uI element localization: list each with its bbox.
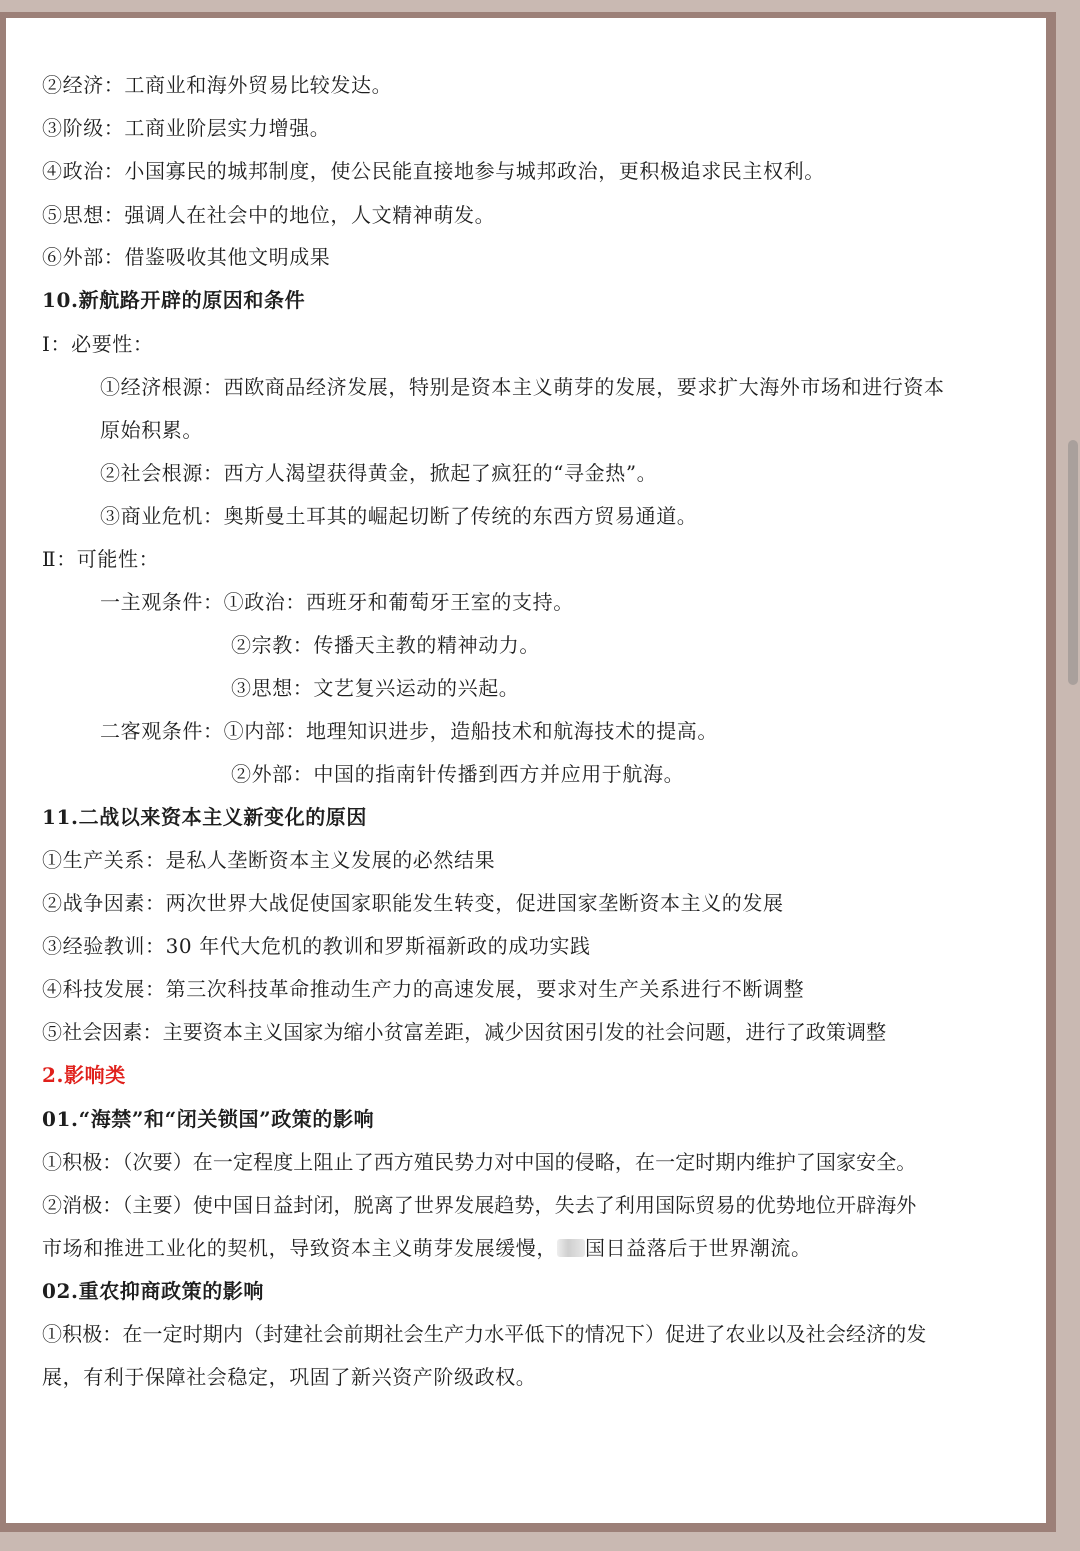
text-line: ②外部：中国的指南针传播到西方并应用于航海。 [231, 762, 685, 786]
document-page [6, 18, 1046, 1523]
text-line: ⑤社会因素：主要资本主义国家为缩小贫富差距，减少因贫困引发的社会问题，进行了政策调整 [42, 1020, 887, 1044]
text-line: 原始积累。 [100, 418, 203, 442]
text-line: Ⅰ：必要性： [42, 332, 154, 356]
text-line: ②消极：（主要）使中国日益封闭，脱离了世界发展趋势，失去了利用国际贸易的优势地位开辟海外 [42, 1193, 917, 1217]
text-line: 二客观条件：①内部：地理知识进步，造船技术和航海技术的提高。 [100, 719, 718, 743]
text-line: ②经济：工商业和海外贸易比较发达。 [42, 73, 393, 97]
section-heading: 11.二战以来资本主义新变化的原因 [42, 805, 367, 829]
text-line: ①经济根源：西欧商品经济发展，特别是资本主义萌芽的发展，要求扩大海外市场和进行资本 [100, 375, 945, 399]
text-line: ①生产关系：是私人垄断资本主义发展的必然结果 [42, 848, 496, 872]
section-heading: 02.重农抑商政策的影响 [42, 1279, 264, 1303]
text-line: ①积极：在一定时期内（封建社会前期社会生产力水平低下的情况下）促进了农业以及社会经济的发 [42, 1322, 927, 1346]
text-line: ②社会根源：西方人渴望获得黄金，掀起了疯狂的“寻金热”。 [100, 461, 658, 485]
text-line: ④政治：小国寡民的城邦制度，使公民能直接地参与城邦政治，更积极追求民主权利。 [42, 159, 825, 183]
text-line: ③经验教训：30 年代大危机的教训和罗斯福新政的成功实践 [42, 934, 591, 958]
text-line: ②战争因素：两次世界大战促使国家职能发生转变，促进国家垄断资本主义的发展 [42, 891, 784, 915]
watermark-smudge [557, 1239, 585, 1257]
text-line: 一主观条件：①政治：西班牙和葡萄牙王室的支持。 [100, 590, 574, 614]
text-line: ③思想：文艺复兴运动的兴起。 [231, 676, 520, 700]
scrollbar-thumb[interactable] [1068, 440, 1078, 685]
text-line: Ⅱ：可能性： [42, 547, 160, 571]
text-line: ⑥外部：借鉴吸收其他文明成果 [42, 245, 331, 269]
text-line: ③阶级：工商业阶层实力增强。 [42, 116, 331, 140]
category-heading: 2.影响类 [42, 1063, 126, 1087]
text-line: ③商业危机：奥斯曼土耳其的崛起切断了传统的东西方贸易通道。 [100, 504, 698, 528]
section-heading: 10.新航路开辟的原因和条件 [42, 288, 306, 312]
text-line: ④科技发展：第三次科技革命推动生产力的高速发展，要求对生产关系进行不断调整 [42, 977, 805, 1001]
text-line [42, 1235, 812, 1261]
text-line: ⑤思想：强调人在社会中的地位，人文精神萌发。 [42, 203, 496, 227]
text-line: ②宗教：传播天主教的精神动力。 [231, 633, 540, 657]
page-frame [0, 12, 1056, 1532]
section-heading: 01.“海禁”和“闭关锁国”政策的影响 [42, 1107, 375, 1131]
text-segment: 国日益落后于世界潮流。 [585, 1236, 812, 1260]
text-line: ①积极：（次要）在一定程度上阻止了西方殖民势力对中国的侵略，在一定时期内维护了国家安全。 [42, 1150, 917, 1174]
text-line: 展，有利于保障社会稳定，巩固了新兴资产阶级政权。 [42, 1365, 537, 1389]
text-segment: 市场和推进工业化的契机，导致资本主义萌芽发展缓慢， [42, 1236, 557, 1260]
